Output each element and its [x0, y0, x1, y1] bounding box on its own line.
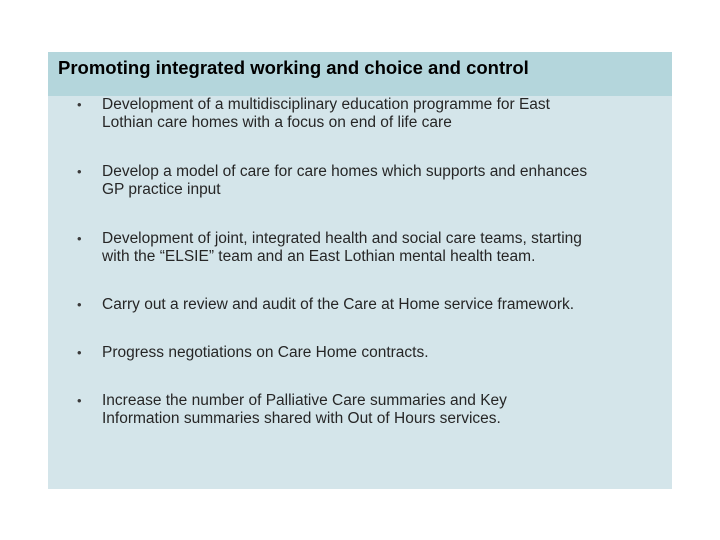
bullet-icon: •: [77, 164, 82, 179]
bullet-item-education-programme: [77, 96, 677, 132]
bullet-text-line: Development of joint, integrated health and social care teams, starting: [102, 230, 582, 247]
bullet-text-line: Lothian care homes with a focus on end of life care: [102, 114, 452, 131]
bullet-icon: •: [77, 97, 82, 112]
bullet-text-line: with the “ELSIE” team and an East Lothian mental health team.: [102, 248, 536, 265]
bullet-item-integrated-teams: [77, 230, 677, 266]
title-bar: [48, 52, 672, 96]
bullet-item-palliative-care-summaries: [77, 392, 677, 428]
bullet-text-line: Carry out a review and audit of the Care at Home service framework.: [102, 296, 575, 313]
bullet-text-line: Develop a model of care for care homes which supports and enhances: [102, 163, 588, 180]
bullet-text-line: Increase the number of Palliative Care summaries and Key: [102, 392, 507, 409]
bullet-item-care-at-home-review: [77, 296, 677, 314]
bullet-icon: •: [77, 231, 82, 246]
slide-title: Promoting integrated working and choice and control: [58, 57, 529, 78]
bullet-item-care-home-contracts: [77, 344, 677, 362]
bullet-text-line: Development of a multidisciplinary education programme for East: [102, 96, 550, 113]
bullet-item-model-of-care: [77, 163, 677, 199]
bullet-text-line: GP practice input: [102, 181, 221, 198]
bullet-text-line: Information summaries shared with Out of Hours services.: [102, 410, 501, 427]
bullet-icon: •: [77, 393, 82, 408]
bullet-icon: •: [77, 297, 82, 312]
bullet-text-line: Progress negotiations on Care Home contracts.: [102, 344, 429, 361]
bullet-icon: •: [77, 345, 82, 360]
content-panel: [48, 52, 672, 489]
